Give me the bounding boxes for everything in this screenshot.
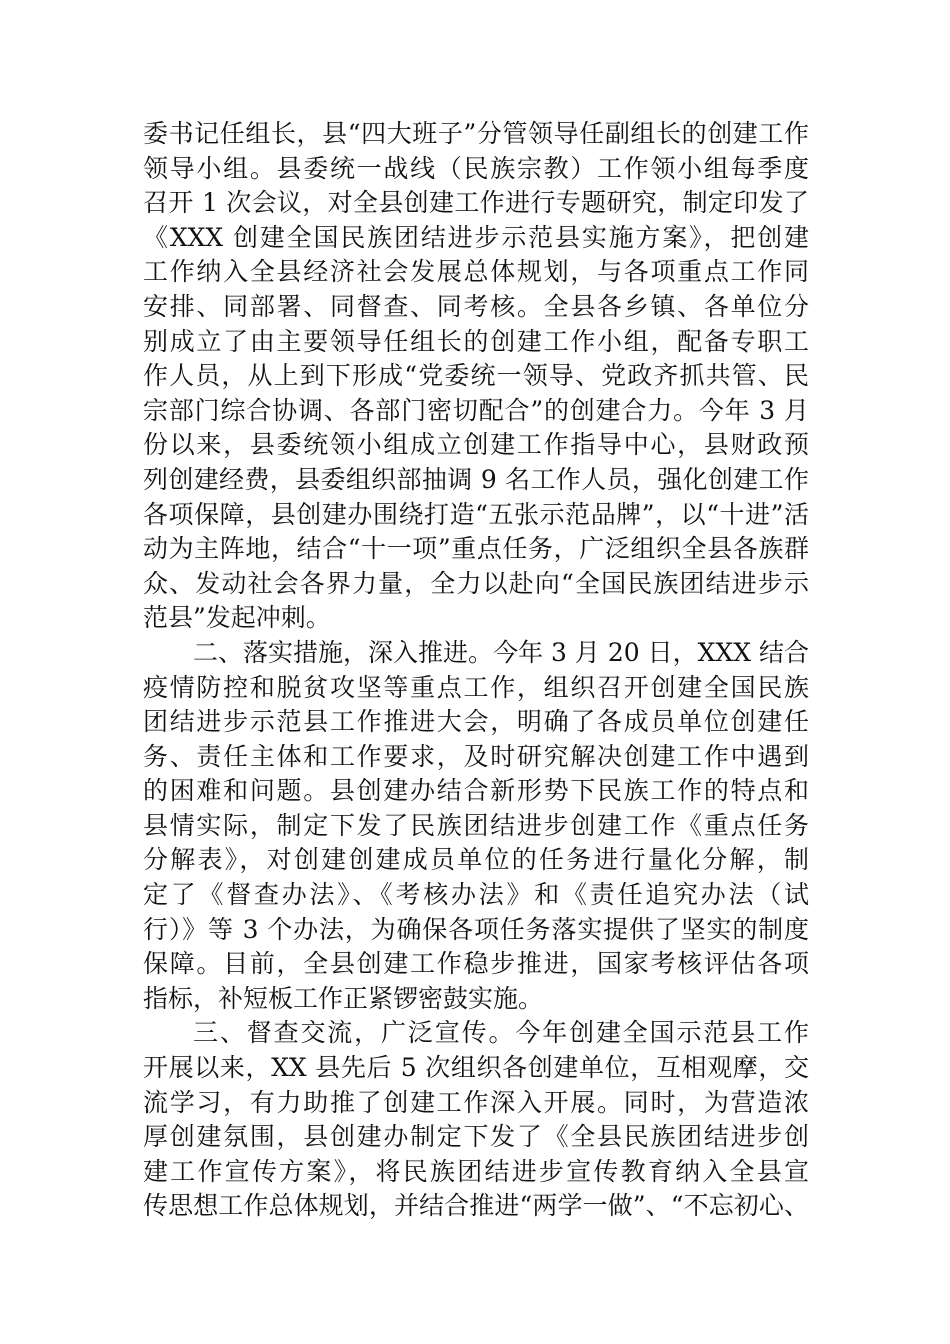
text-line: 宗部门综合协调、各部门密切配合”的创建合力。今年 3 月 xyxy=(143,395,809,425)
text-line: 的困难和问题。县创建办结合新形势下民族工作的特点和 xyxy=(143,776,809,806)
text-line: 份以来，县委统领小组成立创建工作指导中心，县财政预 xyxy=(143,430,809,460)
paragraph-section-3 xyxy=(143,1016,809,1224)
text-line: 列创建经费，县委组织部抽调 9 名工作人员，强化创建工作 xyxy=(143,464,809,494)
text-fragment: 今年 3 月 20 日，XXX 结合 xyxy=(493,637,809,667)
text-line: 动为主阵地，结合“十一项”重点任务，广泛组织全县各族群 xyxy=(143,534,809,564)
text-line: 工作纳入全县经济社会发展总体规划，与各项重点工作同 xyxy=(143,257,809,287)
text-line: 分解表》，对创建创建成员单位的任务进行量化分解，制 xyxy=(143,845,809,875)
text-line: 务、责任主体和工作要求，及时研究解决创建工作中遇到 xyxy=(143,741,809,771)
text-line: 保障。目前，全县创建工作稳步推进，国家考核评估各项 xyxy=(143,949,809,979)
text-line: 范县”发起冲刺。 xyxy=(143,603,331,633)
text-line: 建工作宣传方案》，将民族团结进步宣传教育纳入全县宣 xyxy=(143,1156,809,1186)
document-page xyxy=(143,117,809,1224)
text-line xyxy=(143,636,809,671)
text-line: 传思想工作总体规划，并结合推进“两学一做”、“不忘初心、 xyxy=(143,1191,809,1221)
text-line: 作人员，从上到下形成“党委统一领导、党政齐抓共管、民 xyxy=(143,361,809,391)
text-line: 委书记任组长，县“四大班子”分管领导任副组长的创建工作 xyxy=(143,119,809,148)
text-line: 疫情防控和脱贫攻坚等重点工作，组织召开创建全国民族 xyxy=(143,672,809,702)
text-line: 众、发动社会各界力量，全力以赴向“全国民族团结进步示 xyxy=(143,568,809,598)
text-line: 各项保障，县创建办围绕打造“五张示范品牌”，以“十进”活 xyxy=(143,499,809,529)
text-line: 定了《督查办法》、《考核办法》和《责任追究办法（试 xyxy=(143,880,809,910)
paragraph-section-2 xyxy=(143,636,809,1017)
text-line: 指标，补短板工作正紧锣密鼓实施。 xyxy=(143,983,544,1013)
text-line: 别成立了由主要领导任组长的创建工作小组，配备专职工 xyxy=(143,326,809,356)
text-line xyxy=(143,1016,809,1051)
text-line: 领导小组。县委统一战线（民族宗教）工作领小组每季度 xyxy=(143,153,809,183)
text-line: 开展以来，XX 县先后 5 次组织各创建单位，互相观摩，交 xyxy=(143,1053,809,1083)
text-line: 流学习，有力助推了创建工作深入开展。同时，为营造浓 xyxy=(143,1087,809,1117)
section-heading: 二、落实措施，深入推进。 xyxy=(193,637,494,667)
text-line: 厚创建氛围，县创建办制定下发了《全县民族团结进步创 xyxy=(143,1122,809,1152)
text-line: 《XXX 创建全国民族团结进步示范县实施方案》，把创建 xyxy=(143,222,809,252)
section-heading: 三、督查交流，广泛宣传。 xyxy=(193,1018,516,1048)
paragraph-intro xyxy=(143,117,809,636)
text-line: 安排、同部署、同督查、同考核。全县各乡镇、各单位分 xyxy=(143,291,809,321)
text-line: 行）》等 3 个办法，为确保各项任务落实提供了坚实的制度 xyxy=(143,914,809,944)
text-line: 团结进步示范县工作推进大会，明确了各成员单位创建任 xyxy=(143,707,809,737)
text-line: 县情实际，制定下发了民族团结进步创建工作《重点任务 xyxy=(143,810,809,840)
text-line: 召开 1 次会议，对全县创建工作进行专题研究，制定印发了 xyxy=(143,188,809,218)
text-fragment: 今年创建全国示范县工作 xyxy=(515,1018,809,1048)
